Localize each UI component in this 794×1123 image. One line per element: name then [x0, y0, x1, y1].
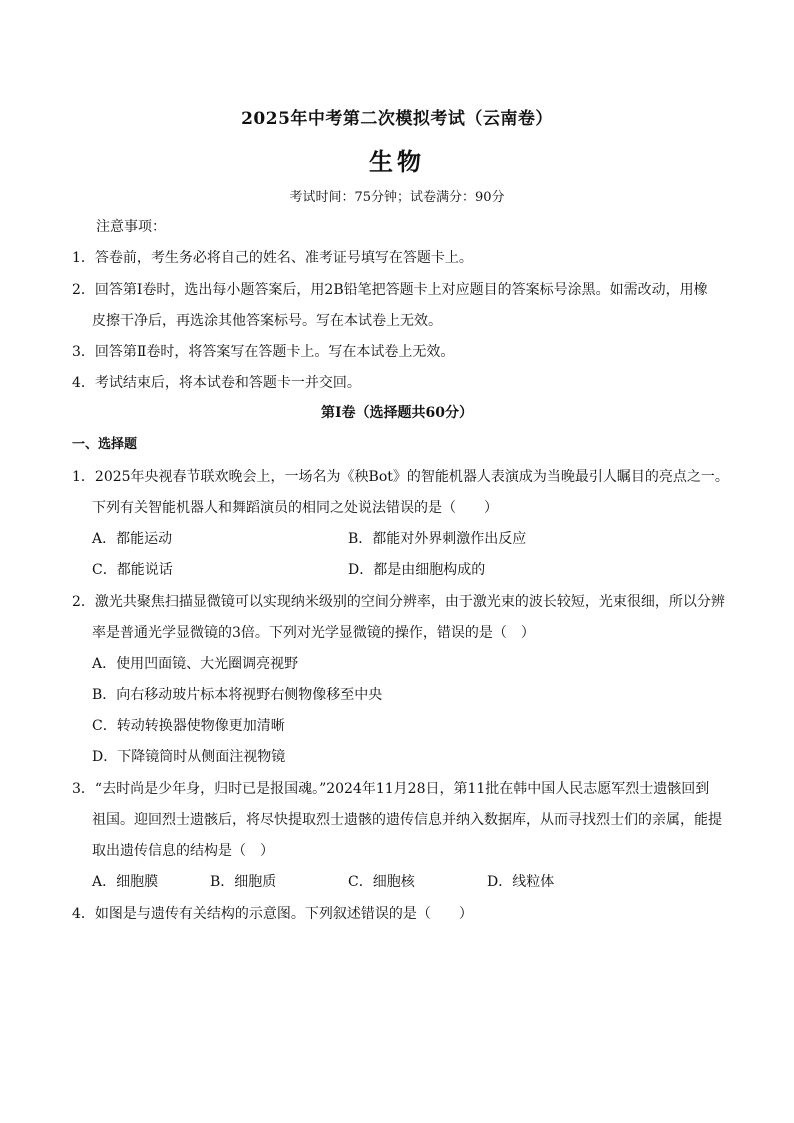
exam-title: 2025年中考第二次模拟考试（云南卷）: [241, 109, 553, 129]
q3-stem-line2: 祖国。迎回烈士遗骸后，将尽快提取烈士遗骸的遗传信息并纳入数据库，从而寻找烈士们的亲属，能提: [92, 812, 722, 828]
q2-option-d: D．下降镜筒时从侧面注视物镜: [92, 749, 286, 765]
q1-option-b: B．都能对外界刺激作出反应: [348, 531, 527, 547]
section-title: 第Ⅰ卷（选择题共60分）: [320, 405, 474, 421]
notice-item-2: 2．回答第Ⅰ卷时，选出每小题答案后，用2B铅笔把答题卡上对应题目的答案标号涂黑。如需改动，用橡: [72, 282, 708, 298]
notice-item-2-cont: 皮擦干净后，再选涂其他答案标号。写在本试卷上无效。: [92, 313, 442, 329]
q2-stem-line2: 率是普通光学显微镜的3倍。下列对光学显微镜的操作，错误的是（ ）: [92, 625, 535, 641]
q2-option-c: C．转动转换器使物像更加清晰: [92, 718, 285, 734]
q3-option-c: C．细胞核: [348, 874, 415, 890]
q3-stem-line3: 取出遗传信息的结构是（ ）: [92, 843, 274, 859]
subject-title: 生物: [369, 148, 425, 176]
notice-heading: 注意事项：: [96, 219, 166, 235]
q4-stem-line1: 4．如图是与遗传有关结构的示意图。下列叙述错误的是（ ）: [72, 906, 473, 922]
part-title: 一、选择题: [72, 437, 138, 452]
q1-stem-line2: 下列有关智能机器人和舞蹈演员的相同之处说法错误的是（ ）: [92, 500, 498, 516]
q1-option-d: D．都是由细胞构成的: [348, 562, 486, 578]
q1-stem-line1: 1．2025年央视春节联欢晚会上，一场名为《秧Bot》的智能机器人表演成为当晚最引人瞩目的亮点之一。: [72, 469, 729, 485]
q3-option-b: B．细胞质: [210, 874, 277, 890]
exam-info: 考试时间：75分钟；试卷满分：90分: [289, 190, 505, 205]
q1-option-c: C．都能说话: [92, 562, 173, 578]
notice-item-3: 3．回答第Ⅱ卷时，将答案写在答题卡上。写在本试卷上无效。: [72, 344, 455, 360]
q2-stem-line1: 2．激光共聚焦扫描显微镜可以实现纳米级别的空间分辨率，由于激光束的波长较短，光束很细，所以分辨: [72, 594, 725, 610]
notice-item-4: 4．考试结束后，将本试卷和答题卡一并交回。: [72, 375, 361, 391]
q2-option-b: B．向右移动玻片标本将视野右侧物像移至中央: [92, 687, 383, 703]
q2-option-a: A．使用凹面镜、大光圈调亮视野: [92, 656, 299, 672]
q3-option-a: A．细胞膜: [92, 874, 159, 890]
q1-option-a: A．都能运动: [92, 531, 173, 547]
q3-option-d: D．线粒体: [487, 874, 555, 890]
q3-stem-line1: 3．“去时尚是少年身，归时已是报国魂。”2024年11月28日，第11批在韩中国人民志愿军烈士遗骸回到: [72, 781, 710, 797]
notice-item-1: 1．答卷前，考生务必将自己的姓名、准考证号填写在答题卡上。: [72, 250, 473, 266]
